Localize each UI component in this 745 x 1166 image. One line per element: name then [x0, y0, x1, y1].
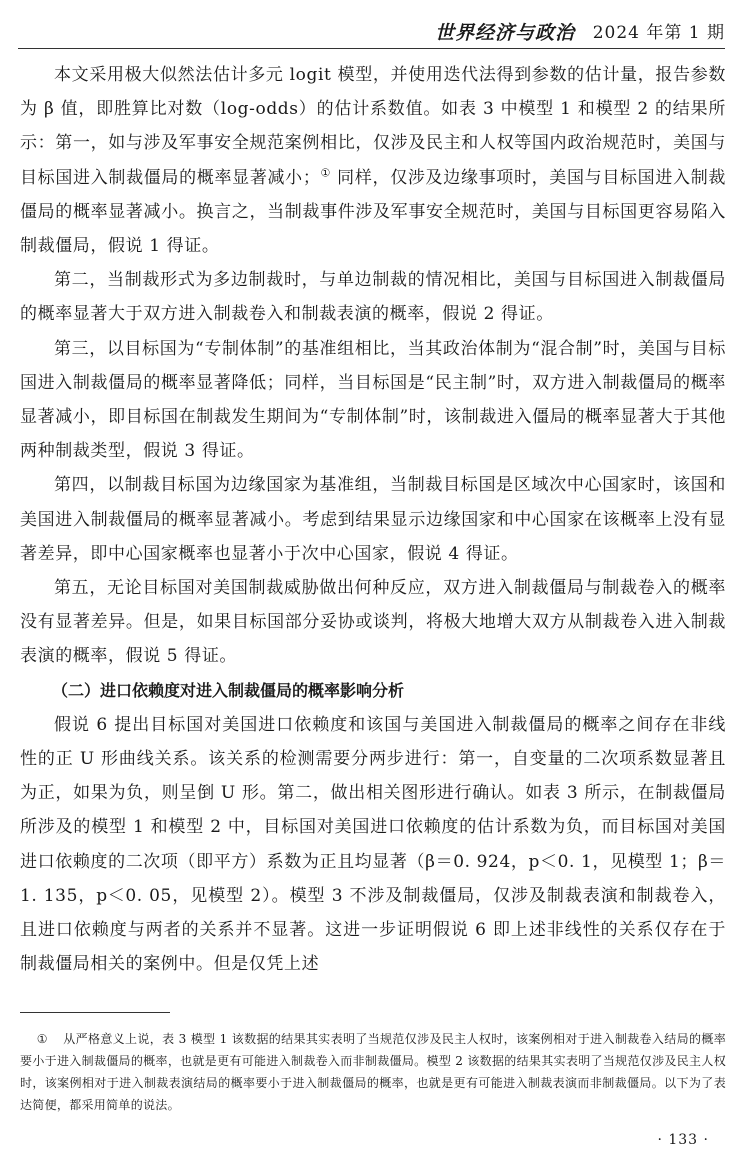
- paragraph: 假说 6 提出目标国对美国进口依赖度和该国与美国进入制裁僵局的概率之间存在非线性的正 U 形曲线关系。该关系的检测需要分两步进行：第一，自变量的二次项系数显著且为正，如果为负，则呈倒 U 形。第二，做出相关图形进行确认。如表 3 所示，在制裁僵局所涉及的模型 1 和模型 2 中，目标国对美国进口依赖度的估计系数为负，而目标国对美国进口依赖度的二次项（即平方）系数为正且均显著（β＝0. 924，p＜0. 1，见模型 1；β＝1. 135，p＜0. 05，见模型 2）。模型 3 不涉及制裁僵局，仅涉及制裁表演和制裁卷入，且进口依赖度与两者的关系并不显著。这进一步证明假说 6 即上述非线性的关系仅存在于制裁僵局相关的案例中。但是仅凭上述: [20, 714, 726, 975]
- footnote-divider: [20, 1012, 170, 1013]
- footnote: [20, 1028, 726, 1116]
- page-number: · 133 ·: [657, 1132, 709, 1148]
- footnote-marker: ①: [36, 1032, 48, 1046]
- footnote-reference[interactable]: ①: [320, 165, 332, 179]
- paragraph: 第二，当制裁形式为多边制裁时，与单边制裁的情况相比，美国与目标国进入制裁僵局的概率显著大于双方进入制裁卷入和制裁表演的概率，假说 2 得证。: [20, 270, 726, 325]
- journal-title: 世界经济与政治: [434, 22, 575, 44]
- section-heading: （二）进口依赖度对进入制裁僵局的概率影响分析: [52, 680, 405, 700]
- running-header: [18, 14, 725, 49]
- paragraph: 第五，无论目标国对美国制裁威胁做出何种反应，双方进入制裁僵局与制裁卷入的概率没有显著差异。但是，如果目标国部分妥协或谈判，将极大地增大双方从制裁卷入进入制裁表演的概率，假说 5 得证。: [20, 578, 726, 667]
- paragraph: 第三，以目标国为“专制体制”的基准组相比，当其政治体制为“混合制”时，美国与目标国进入制裁僵局的概率显著降低；同样，当目标国是“民主制”时，双方进入制裁僵局的概率显著减小，即目标国在制裁发生期间为“专制体制”时，该制裁进入僵局的概率显著大于其他两种制裁类型，假说 3 得证。: [20, 338, 726, 462]
- main-text: [20, 58, 726, 981]
- paragraph: 本文采用极大似然法估计多元 logit 模型，并使用迭代法得到参数的估计量，报告参数为 β 值，即胜算比对数（log-odds）的估计系数值。如表 3 中模型 1 和模型 2 的结果所示：第一，如与涉及军事安全规范案例相比，仅涉及民主和人权等国内政治规范时，美国与目标国进入制裁僵局的概率显著减小；① 同样，仅涉及边缘事项时，美国与目标国进入制裁僵局的概率显著减小。换言之，当制裁事件涉及军事安全规范时，美国与目标国更容易陷入制裁僵局，假说 1 得证。: [20, 65, 726, 257]
- issue-number: 2024 年第 1 期: [592, 23, 725, 43]
- paragraph: 第四，以制裁目标国为边缘国家为基准组，当制裁目标国是区域次中心国家时，该国和美国进入制裁僵局的概率显著减小。考虑到结果显示边缘国家和中心国家在该概率上没有显著差异，即中心国家概率也显著小于次中心国家，假说 4 得证。: [20, 475, 726, 564]
- footnote-text: 从严格意义上说，表 3 模型 1 该数据的结果其实表明了当规范仅涉及民主人权时，该案例相对于进入制裁卷入结局的概率要小于进入制裁僵局的概率，也就是更有可能进入制裁卷入而非制裁僵局。模型 2 该数据的结果其实表明了当规范仅涉及民主人权时，该案例相对于进入制裁表演结局的概率要小于进入制裁僵局的概率，也就是更有可能进入制裁表演而非制裁僵局。以下为了表达简便，都采用简单的说法。: [20, 1032, 726, 1112]
